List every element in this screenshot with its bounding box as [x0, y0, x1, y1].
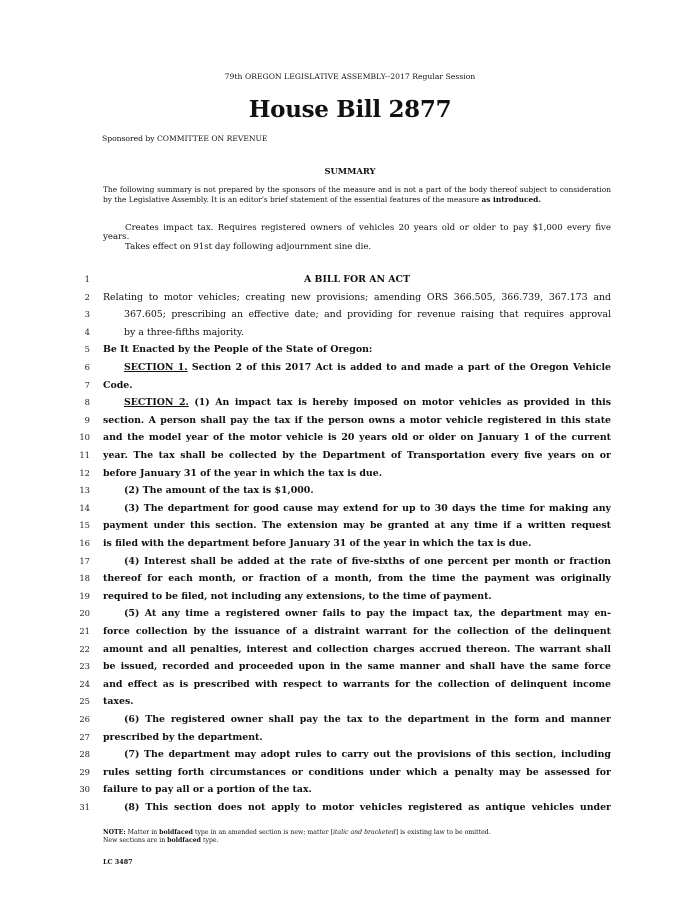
section-2-label: SECTION 2.	[124, 397, 189, 409]
bill-line	[0, 447, 700, 465]
line-number: 1	[84, 274, 90, 284]
bill-line	[0, 377, 700, 395]
bill-title: House Bill 2877	[248, 96, 452, 123]
note-label: NOTE:	[103, 829, 126, 836]
bill-line	[0, 306, 700, 324]
line-text: payment under this section. The extension may be granted at any time if a written request	[103, 520, 611, 532]
line-number: 30	[79, 784, 90, 795]
line-text: and the model year of the motor vehicle is 20 years old or older on January 1 of the current	[103, 432, 611, 444]
line-number: 22	[79, 643, 90, 654]
boldface-note	[103, 829, 623, 845]
line-number: 13	[79, 485, 90, 496]
line-text: prescribed by the department.	[103, 731, 263, 743]
line-text: by a three-fifths majority.	[124, 326, 245, 338]
summary-heading: SUMMARY	[324, 166, 376, 176]
line-text: and effect as is prescribed with respect to warrants for the collection of delinquent income	[103, 678, 611, 690]
line-text: thereof for each month, or fraction of a month, from the time the payment was originally	[103, 573, 611, 585]
bill-line	[0, 781, 700, 799]
line-number: 9	[84, 414, 90, 425]
summary-text-2: Takes effect on 91st day following adjournment sine die.	[125, 242, 372, 252]
line-text: force collection by the issuance of a distraint warrant for the collection of the delinquent	[103, 626, 611, 637]
section-1-label: SECTION 1.	[124, 362, 188, 373]
line-text: is filed with the department before January 31 of the year in which the tax is due.	[103, 538, 532, 549]
line-text: (5) At any time a registered owner fails to pay the impact tax, the department may en-	[124, 608, 611, 620]
bill-line	[0, 289, 700, 307]
sponsor-line: Sponsored by COMMITTEE ON REVENUE	[102, 134, 268, 143]
line-text: rules setting forth circumstances or conditions under which a penalty may be assessed for	[103, 766, 611, 778]
bill-line	[0, 517, 700, 535]
line-number: 14	[79, 502, 90, 513]
note-bold: boldfaced	[167, 837, 202, 845]
line-text: (4) Interest shall be added at the rate of five-sixths of one percent per month or fraction	[124, 555, 611, 567]
line-text: failure to pay all or a portion of the tax.	[103, 784, 312, 796]
line-text: section. A person shall pay the tax if the person owns a motor vehicle registered in this state	[103, 414, 611, 426]
line-number: 2	[84, 291, 90, 302]
bill-line	[0, 482, 700, 500]
bill-line	[0, 324, 700, 342]
line-text: (8) This section does not apply to motor vehicles registered as antique vehicles under	[124, 802, 611, 813]
line-number: 21	[79, 626, 90, 636]
line-number: 25	[79, 696, 90, 707]
bill-line	[0, 412, 700, 430]
line-number: 11	[79, 450, 90, 460]
line-number: 12	[79, 467, 90, 478]
bill-line	[0, 341, 700, 359]
line-number: 17	[79, 555, 90, 566]
line-text: SECTION 1. Section 2 of this 2017 Act is added to and made a part of the Oregon Vehicle	[124, 362, 611, 373]
line-number: 29	[79, 766, 90, 777]
bill-line	[0, 429, 700, 447]
line-number: 3	[84, 309, 90, 320]
line-number: 20	[79, 608, 90, 619]
bill-line	[0, 641, 700, 659]
note-text: New sections are in	[103, 837, 168, 845]
lc-number: LC 3487	[103, 858, 133, 866]
bill-line	[0, 535, 700, 553]
bill-line	[0, 658, 700, 676]
note-text: Matter in	[125, 829, 160, 836]
line-number: 4	[84, 326, 90, 337]
bill-line	[0, 588, 700, 606]
line-number: 24	[79, 678, 90, 689]
line-number: 27	[79, 731, 90, 742]
summary-text-1: Creates impact tax. Requires registered owners of vehicles 20 years old or older to pay $1,000 every five years.	[103, 223, 611, 243]
line-text: be issued, recorded and proceeded upon in the same manner and shall have the same force	[103, 661, 611, 673]
line-text: (7) The department may adopt rules to carry out the provisions of this section, including	[124, 749, 611, 761]
bill-line	[0, 553, 700, 571]
bill-line	[0, 394, 700, 412]
line-text: SECTION 2. (1) An impact tax is hereby imposed on motor vehicles as provided in this	[124, 397, 611, 409]
bill-line	[0, 500, 700, 518]
line-text: Relating to motor vehicles; creating new provisions; amending ORS 366.505, 366.739, 367.173 and	[103, 291, 611, 303]
bill-line	[0, 729, 700, 747]
line-text: required to be filed, not including any extensions, to the time of payment.	[103, 590, 492, 602]
line-number: 8	[84, 397, 90, 408]
line-text: (6) The registered owner shall pay the tax to the department in the form and manner	[124, 714, 611, 725]
bill-line	[0, 605, 700, 623]
line-number: 23	[79, 661, 90, 672]
line-text: (3) The department for good cause may extend for up to 30 days the time for making any	[124, 502, 611, 514]
note-italic: italic and bracketed	[332, 829, 396, 836]
bill-line	[0, 359, 700, 377]
line-number: 5	[84, 344, 90, 355]
line-text: amount and all penalties, interest and collection charges accrued thereon. The warrant shall	[103, 643, 611, 655]
line-number: 16	[79, 538, 90, 548]
line-number: 10	[79, 432, 90, 443]
line-text: before January 31 of the year in which the tax is due.	[103, 467, 382, 479]
line-text: 367.605; prescribing an effective date; and providing for revenue raising that requires approval	[124, 309, 611, 321]
bill-line	[0, 676, 700, 694]
line-number: 19	[79, 590, 90, 601]
as-introduced-text: as introduced.	[481, 194, 541, 204]
line-number: 28	[79, 749, 90, 760]
summary-disclaimer-text: The following summary is not prepared by the sponsors of the measure and is not a part of the body thereof subject to consideration by the Legislative Assembly. It is an editor's brief statement of the essential features of the measure	[103, 185, 611, 204]
bill-line	[0, 570, 700, 588]
bill-heading: A BILL FOR AN ACT	[304, 274, 410, 285]
session-header: 79th OREGON LEGISLATIVE ASSEMBLY--2017 Regular Session	[224, 72, 476, 81]
note-text: ] is existing law to be omitted.	[395, 829, 491, 836]
line-number: 26	[79, 714, 90, 724]
note-text: type in an amended section is new; matter [	[192, 829, 333, 836]
bill-line	[0, 623, 700, 641]
line-number: 7	[84, 379, 90, 390]
bill-line	[0, 693, 700, 711]
bill-line	[0, 711, 700, 729]
bill-line	[0, 799, 700, 817]
line-number: 18	[79, 573, 90, 584]
summary-disclaimer	[103, 185, 611, 204]
bill-line	[0, 271, 700, 289]
line-number: 31	[79, 802, 90, 812]
line-text: year. The tax shall be collected by the Department of Transportation every five years on or	[103, 450, 611, 461]
line-number: 6	[84, 362, 90, 372]
line-text: (2) The amount of the tax is $1,000.	[124, 485, 314, 497]
bill-line	[0, 465, 700, 483]
note-text: type.	[201, 837, 219, 845]
line-text: taxes.	[103, 696, 134, 708]
line-text: Code.	[103, 379, 133, 391]
line-number: 15	[79, 520, 90, 531]
enacting-clause: Be It Enacted by the People of the State of Oregon:	[103, 344, 373, 356]
bill-line	[0, 746, 700, 764]
bill-line	[0, 764, 700, 782]
note-bold: boldfaced	[159, 829, 193, 836]
